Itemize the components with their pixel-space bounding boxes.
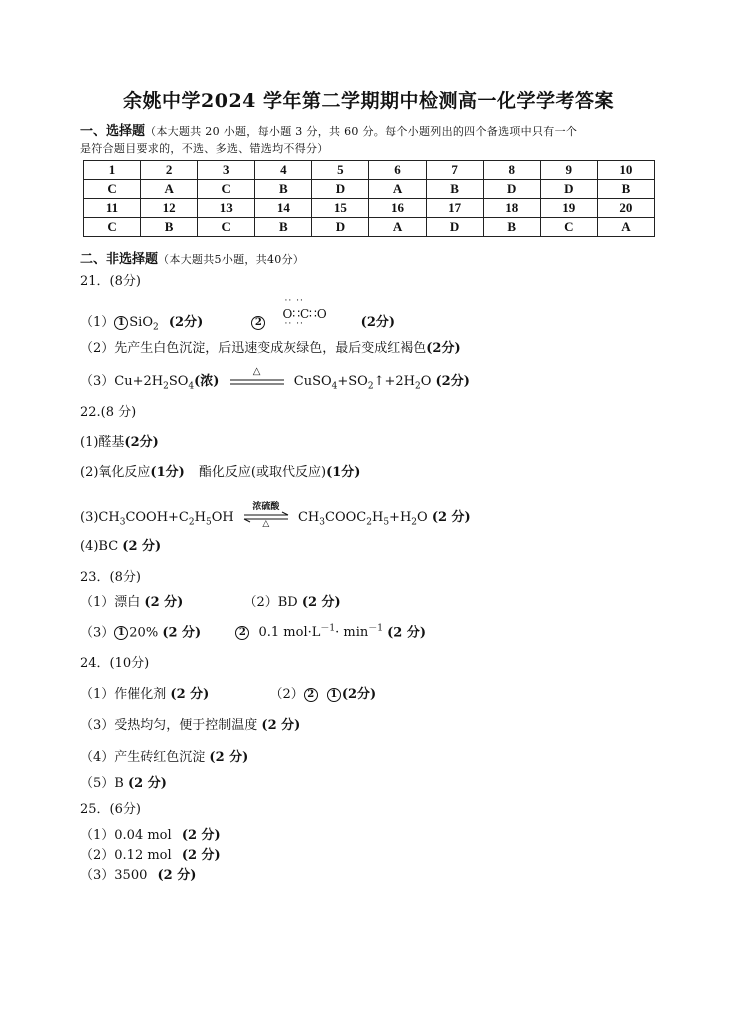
page-title: 余姚中学2024 学年第二学期期中检测高一化学学考答案 [123, 90, 614, 112]
q21-p1-points1: (2分) [168, 315, 204, 330]
section2-heading: 二、非选择题 [80, 252, 159, 267]
section2-intro [80, 248, 304, 267]
q21-p3-products: $CuSO_4+SO_2↑+2H_2O$ [293, 374, 432, 392]
equals-heat-sign: △ [252, 365, 261, 377]
q21-header: 21．(8分) [80, 274, 141, 289]
q21-part1 [80, 296, 396, 333]
question-number-cell: 4 [255, 161, 312, 180]
answer-cell: A [141, 180, 198, 199]
q22-part3: $(3)CH_3COOH+C_2H_5OH$ 浓硫酸 △ $CH_3COOC_2H_5+H_2O$ (2 分) [80, 501, 471, 529]
q24-header: 24．(10分) [80, 656, 150, 671]
q21-p3-points: (2分) [435, 374, 470, 389]
q21-p2-points: (2分) [426, 341, 461, 356]
answer-cell: B [426, 180, 483, 199]
reversible-arrow-icon: 浓硫酸 △ [242, 511, 290, 525]
answer-cell: B [483, 218, 540, 237]
question-number-cell: 17 [426, 199, 483, 218]
question-number-row [84, 199, 655, 218]
q21-p1-answer1: SiO$_2$ [129, 315, 159, 333]
answer-cell: A [597, 218, 654, 237]
question-number-cell: 20 [597, 199, 654, 218]
co2-electron-structure: ·· ·· O∷C∷O ·· ·· [282, 296, 327, 329]
question-number-cell: 9 [540, 161, 597, 180]
answer-cell: D [426, 218, 483, 237]
q21-p2-answer: （2）先产生白色沉淀，后迅速变成灰绿色，最后变成红褐色 [80, 341, 427, 356]
answer-cell: C [198, 218, 255, 237]
answer-cell: B [597, 180, 654, 199]
circled-number-icon: 2 [235, 626, 249, 640]
q22-part2: (2)氧化反应(1分) 酯化反应(或取代反应)(1分) [80, 465, 361, 480]
q22-part4: (4)BC (2 分) [80, 539, 162, 554]
q22-p3-products: $CH_3COOC_2H_5+H_2O$ [297, 510, 428, 528]
q25-part1: （1）0.04 mol (2 分) [80, 828, 221, 843]
q23-part3: （3） 1 20% (2 分) 2 0.1 $mol\cdot L^{-1}\cdot \min^{-1} (2$ 分) [80, 624, 426, 641]
answer-table [83, 160, 655, 237]
question-number-cell: 1 [84, 161, 141, 180]
section1-intro [80, 120, 577, 139]
question-number-cell: 12 [141, 199, 198, 218]
question-number-cell: 15 [312, 199, 369, 218]
section1-note-line1: （本大题共 20 小题，每小题 3 分，共 60 分。每个小题列出的四个备选项中只有一个 [145, 125, 578, 138]
question-number-cell: 7 [426, 161, 483, 180]
q22-part1: (1)醛基(2分) [80, 435, 159, 450]
section1-note-line2: 是符合题目要求的，不选、多选、错选均不得分） [80, 142, 329, 155]
q24-part5: （5）B (2 分) [80, 776, 167, 791]
answer-cell: A [369, 180, 426, 199]
answer-cell: C [198, 180, 255, 199]
q25-header: 25．(6分) [80, 802, 141, 817]
question-number-cell: 18 [483, 199, 540, 218]
answer-cell: D [312, 180, 369, 199]
q24-part4: （4）产生砖红色沉淀 (2 分) [80, 750, 249, 765]
q21-p1-points2: (2分) [360, 315, 396, 330]
question-number-cell: 19 [540, 199, 597, 218]
circled-number-icon: 2 [251, 316, 265, 330]
answer-cell: B [255, 180, 312, 199]
q23-header: 23．(8分) [80, 570, 141, 585]
q21-p3-reactants: $Cu+2H_2SO_4$(浓) [114, 374, 220, 392]
answer-cell: A [369, 218, 426, 237]
q25-part2: （2）0.12 mol (2 分) [80, 848, 221, 863]
question-number-cell: 14 [255, 199, 312, 218]
answer-cell: B [255, 218, 312, 237]
q21-part3: $(3)Cu+2H_2SO_4$(浓) △ $CuSO_4+SO_2↑+2H_2O$ (2分) [80, 365, 470, 392]
question-number-cell: 3 [198, 161, 255, 180]
answer-cell: C [84, 180, 141, 199]
answer-row [84, 218, 655, 237]
section2-note: （本大题共5小题，共40分） [158, 253, 305, 266]
question-number-cell: 11 [84, 199, 141, 218]
answer-cell: D [540, 180, 597, 199]
circled-number-icon: 1 [114, 626, 128, 640]
q22-p3-reactants: $(3)CH_3COOH+C_2H_5OH$ [80, 510, 234, 528]
q25-part3: （3）3500 (2 分) [80, 868, 197, 883]
q22-header: 22.(8 分) [80, 405, 137, 420]
q21-part2 [80, 337, 461, 356]
question-number-row [84, 161, 655, 180]
question-number-cell: 16 [369, 199, 426, 218]
answer-cell: D [483, 180, 540, 199]
q21-p1-number: （1） [80, 315, 115, 330]
question-number-cell: 10 [597, 161, 654, 180]
answer-row [84, 180, 655, 199]
answer-cell: C [84, 218, 141, 237]
q24-part1-2: （1）作催化剂 (2 分) （2） 2 1 (2分) [80, 687, 377, 702]
question-number-cell: 5 [312, 161, 369, 180]
answer-cell: C [540, 218, 597, 237]
circled-number-icon: 1 [114, 316, 128, 330]
question-number-cell: 6 [369, 161, 426, 180]
answer-cell: D [312, 218, 369, 237]
circled-number-icon: 1 [327, 688, 341, 702]
question-number-cell: 13 [198, 199, 255, 218]
question-number-cell: 8 [483, 161, 540, 180]
q24-part3: （3）受热均匀，便于控制温度 (2 分) [80, 718, 301, 733]
question-number-cell: 2 [141, 161, 198, 180]
section1-heading: 一、选择题 [80, 124, 146, 139]
answer-cell: B [141, 218, 198, 237]
q23-part1-2: （1）漂白 (2 分) （2）BD (2 分) [80, 595, 341, 610]
q23-p3-rate: 0.1 $mol\cdot L^{-1}\cdot \min^{-1}$ [258, 624, 383, 641]
circled-number-icon: 2 [304, 688, 318, 702]
